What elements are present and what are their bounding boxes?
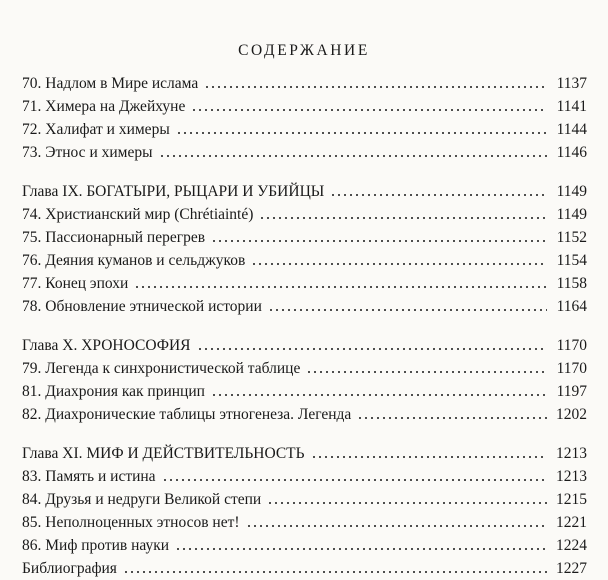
toc-entry bbox=[22, 403, 587, 426]
toc-entry-page: 1213 bbox=[556, 445, 587, 462]
toc-entry bbox=[22, 95, 587, 118]
toc-entry bbox=[22, 442, 587, 465]
dot-leader bbox=[211, 393, 547, 397]
dot-leader bbox=[246, 524, 547, 528]
toc-entry-page: 1197 bbox=[556, 383, 587, 400]
toc-entry bbox=[22, 511, 587, 534]
toc-entry bbox=[22, 488, 587, 511]
toc-entry-label: 84. Друзья и недруги Великой степи bbox=[22, 491, 262, 508]
dot-leader bbox=[204, 85, 547, 89]
toc-entry bbox=[22, 534, 587, 557]
toc-entry-label: 83. Память и истина bbox=[22, 468, 156, 485]
toc-entry bbox=[22, 557, 587, 580]
page-title: СОДЕРЖАНИЕ bbox=[238, 42, 370, 59]
toc-entry-label: Глава XI. МИФ И ДЕЙСТВИТЕЛЬНОСТЬ bbox=[22, 445, 305, 462]
toc-entry bbox=[22, 249, 587, 272]
toc-entry-page: 1141 bbox=[556, 98, 587, 115]
dot-leader bbox=[259, 216, 547, 220]
toc-entry-page: 1154 bbox=[556, 252, 587, 269]
toc-entry-page: 1149 bbox=[556, 206, 587, 223]
toc-entry bbox=[22, 295, 587, 318]
dot-leader bbox=[267, 501, 547, 505]
toc-entry-page: 1152 bbox=[556, 229, 587, 246]
toc-entry-label: 75. Пассионарный перегрев bbox=[22, 229, 206, 246]
toc-entry-label: 72. Халифат и химеры bbox=[22, 121, 170, 138]
dot-leader bbox=[357, 416, 547, 420]
toc-entry bbox=[22, 72, 587, 95]
toc-entry-label: 82. Диахронические таблицы этногенеза. Легенда bbox=[22, 406, 352, 423]
toc-entry-label: Глава X. ХРОНОСОФИЯ bbox=[22, 337, 191, 354]
dot-leader bbox=[176, 131, 547, 135]
toc-entry bbox=[22, 272, 587, 295]
toc-entry-page: 1227 bbox=[556, 560, 587, 577]
toc-entry bbox=[22, 357, 587, 380]
toc-entry-label: 86. Миф против науки bbox=[22, 537, 170, 554]
dot-leader bbox=[191, 108, 547, 112]
toc-entry bbox=[22, 118, 587, 141]
toc-entry-page: 1158 bbox=[556, 275, 587, 292]
toc-entry-page: 1215 bbox=[556, 491, 587, 508]
toc-entry bbox=[22, 180, 587, 203]
toc-entry-label: 70. Надлом в Мире ислама bbox=[22, 75, 199, 92]
toc-entry-label: Глава IX. БОГАТЫРИ, РЫЦАРИ И УБИЙЦЫ bbox=[22, 183, 325, 200]
toc-entry-page: 1213 bbox=[556, 468, 587, 485]
toc-entry-page: 1137 bbox=[556, 75, 587, 92]
toc-entry-label: 76. Деяния куманов и сельджуков bbox=[22, 252, 246, 269]
dot-leader bbox=[311, 455, 547, 459]
toc-entry-label: 77. Конец эпохи bbox=[22, 275, 129, 292]
toc-entry-label: 81. Диахрония как принцип bbox=[22, 383, 205, 400]
dot-leader bbox=[159, 154, 547, 158]
toc-entry bbox=[22, 465, 587, 488]
toc-entry-page: 1224 bbox=[556, 537, 587, 554]
toc-entry-page: 1170 bbox=[556, 337, 587, 354]
dot-leader bbox=[251, 262, 547, 266]
dot-leader bbox=[162, 478, 547, 482]
dot-leader bbox=[330, 193, 547, 197]
toc-entry bbox=[22, 141, 587, 164]
toc-entry-page: 1164 bbox=[556, 298, 587, 315]
toc-list bbox=[22, 72, 587, 580]
dot-leader bbox=[268, 308, 547, 312]
toc-entry-page: 1149 bbox=[556, 183, 587, 200]
toc-entry-label: 85. Неполноценных этносов нет! bbox=[22, 514, 240, 531]
dot-leader bbox=[197, 347, 548, 351]
dot-leader bbox=[123, 570, 547, 574]
toc-entry-page: 1170 bbox=[556, 360, 587, 377]
toc-entry bbox=[22, 334, 587, 357]
toc-entry-page: 1221 bbox=[556, 514, 587, 531]
toc-entry-label: 78. Обновление этнической истории bbox=[22, 298, 262, 315]
dot-leader bbox=[134, 285, 547, 289]
toc-entry-label: 71. Химера на Джейхуне bbox=[22, 98, 186, 115]
toc-entry bbox=[22, 203, 587, 226]
toc-entry-label: 74. Христианский мир (Chrétiainté) bbox=[22, 206, 254, 223]
toc-entry bbox=[22, 226, 587, 249]
toc-entry-label: 79. Легенда к синхронистической таблице bbox=[22, 360, 301, 377]
dot-leader bbox=[306, 370, 547, 374]
dot-leader bbox=[211, 239, 547, 243]
toc-entry-label: 73. Этнос и химеры bbox=[22, 144, 153, 161]
toc-entry-page: 1146 bbox=[556, 144, 587, 161]
toc-entry-page: 1144 bbox=[556, 121, 587, 138]
dot-leader bbox=[175, 547, 547, 551]
toc-entry-label: Библиография bbox=[22, 560, 117, 577]
toc-entry bbox=[22, 380, 587, 403]
toc-entry-page: 1202 bbox=[556, 406, 587, 423]
